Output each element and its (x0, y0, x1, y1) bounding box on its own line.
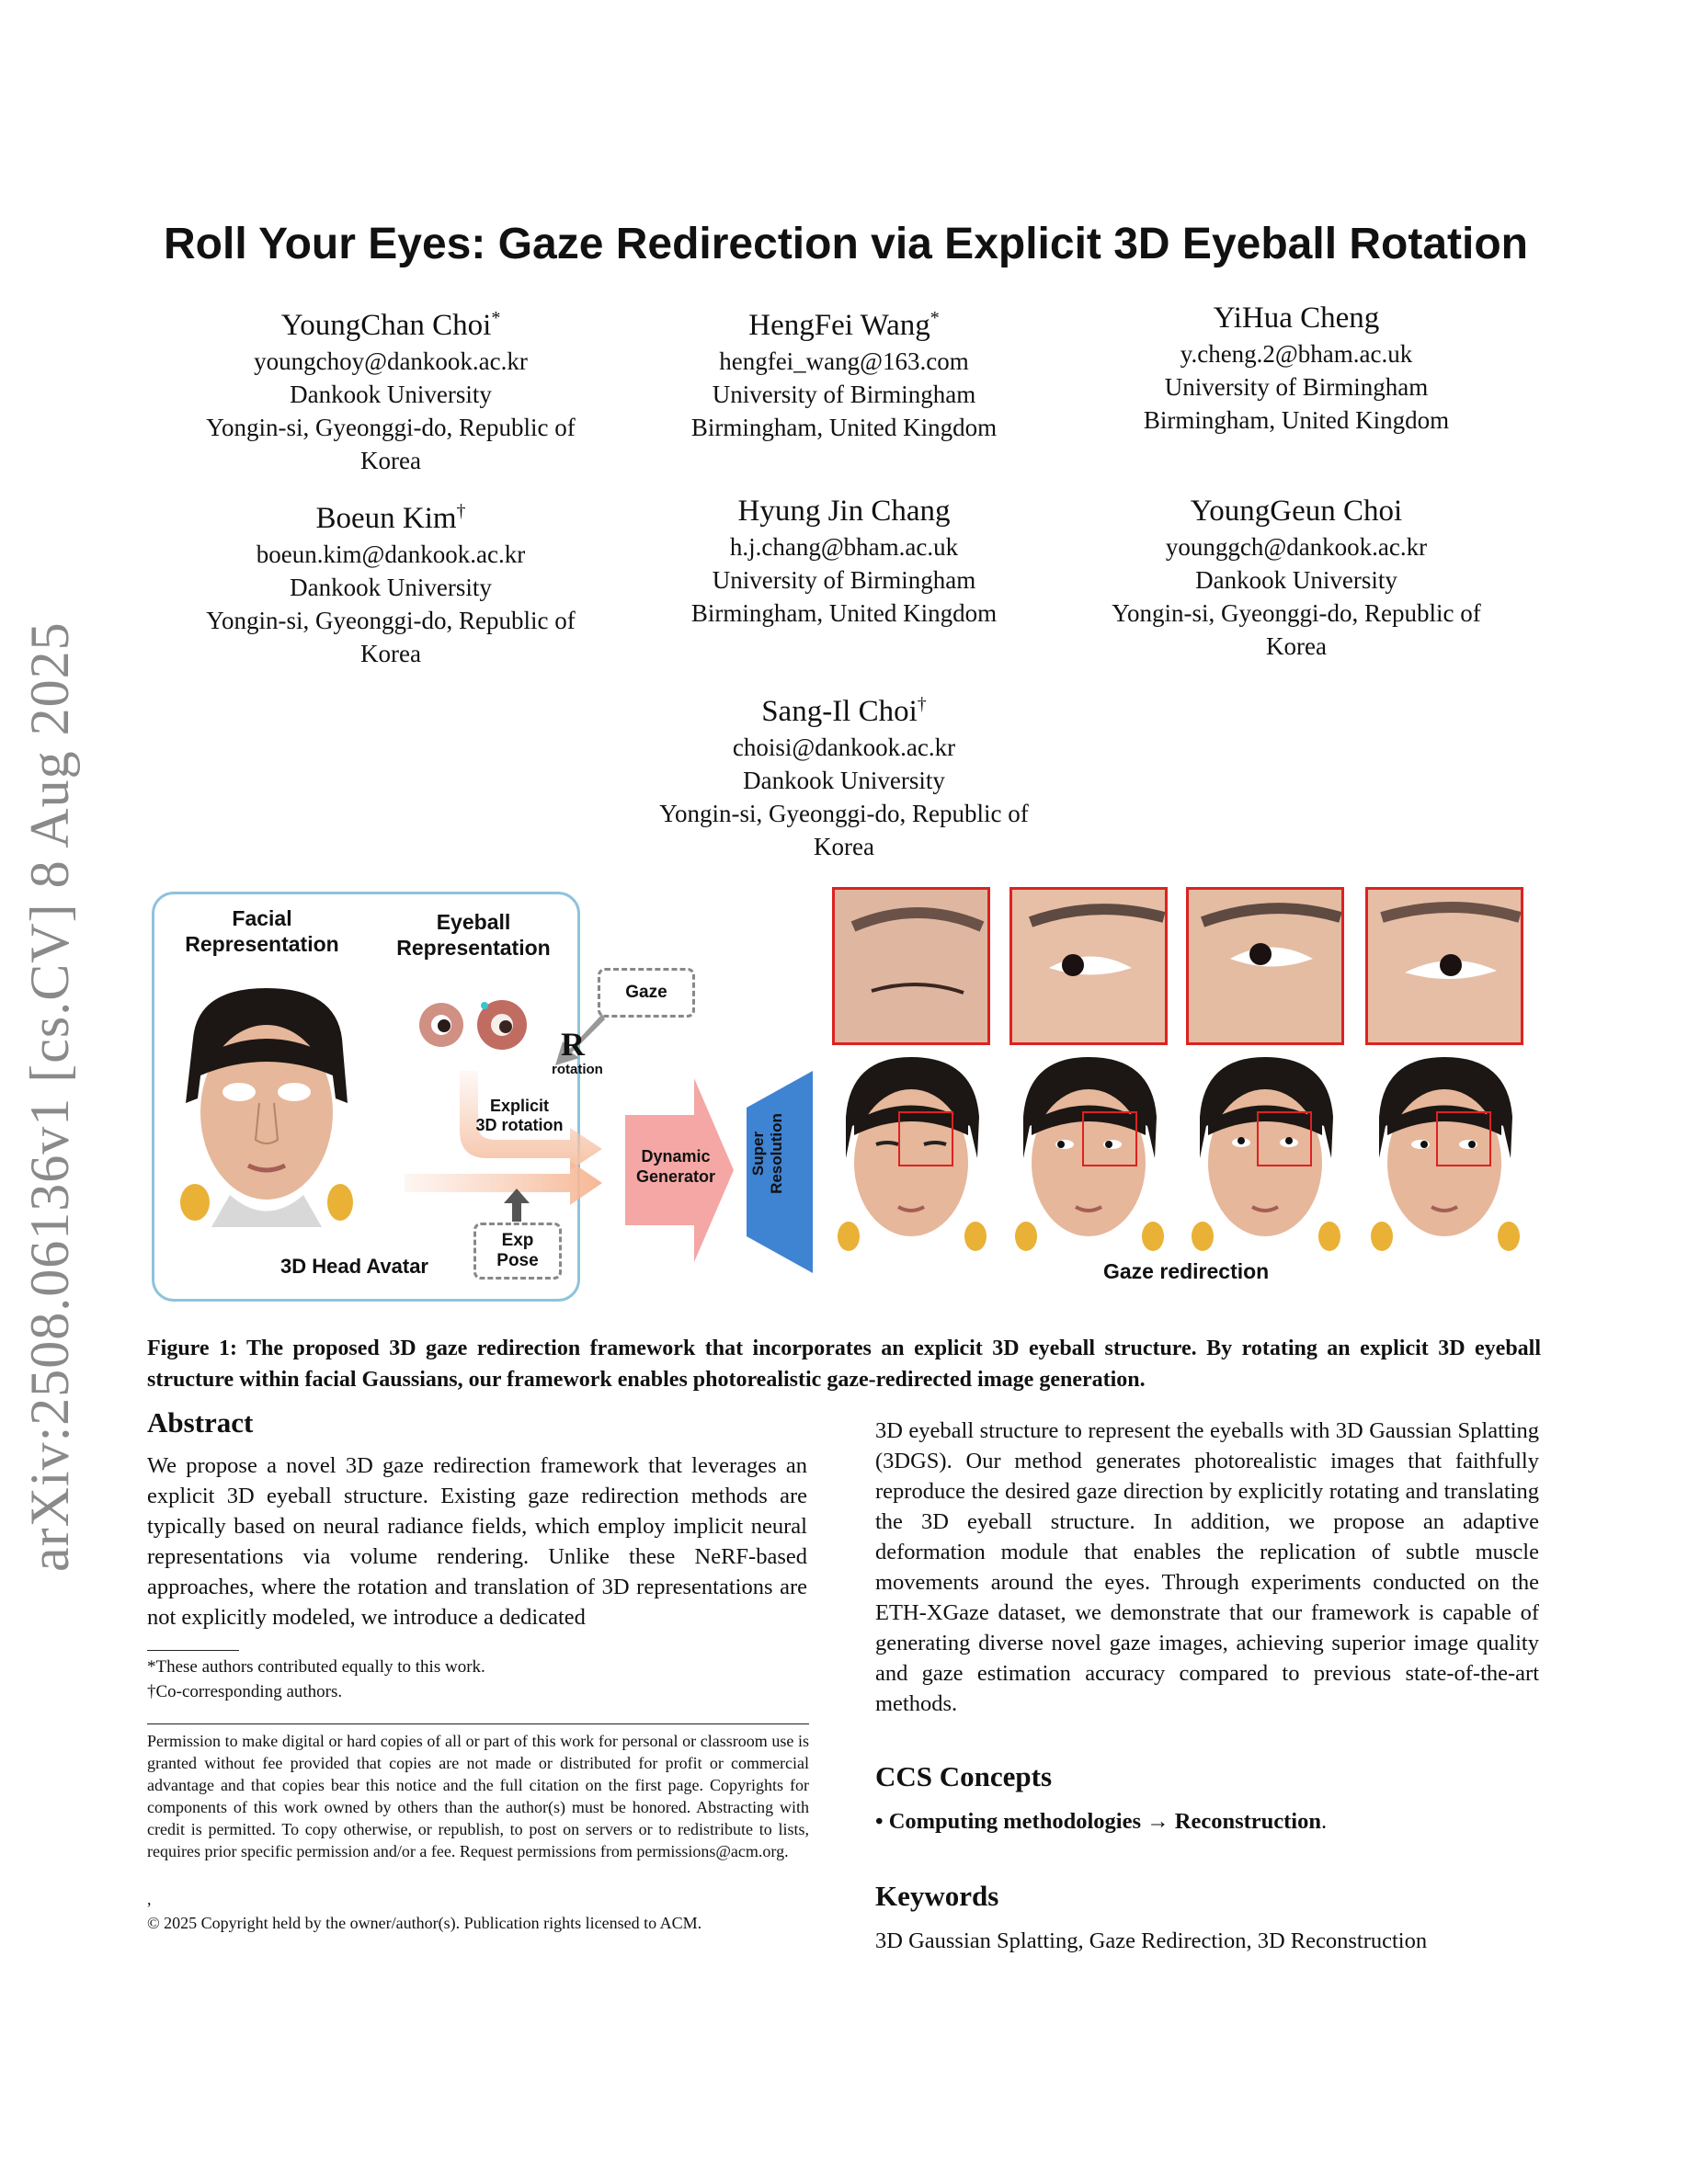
author-location: Yongin-si, Gyeonggi-do, Republic of (206, 414, 576, 441)
gaze-box-label: Gaze (625, 983, 667, 1002)
abstract-right: 3D eyeball structure to represent the eyeballs with 3D Gaussian Splatting (3DGS). Our method generates photorealistic images that faithfully reproduce the desired gaze direction by explicitly rotating and translating the 3D eyeball structure. In addition, we propose an adaptive deformation module that enables the replication of subtle muscle movements around the eyes. Through experiments conducted on the ETH-XGaze dataset, we demonstrate that our framework is capable of generating diverse novel gaze images, achieving superior image quality and gaze estimation accuracy compared to previous state-of-the-art methods. (875, 1418, 1539, 1716)
rotation-sub: rotation (552, 1062, 603, 1077)
author-mark: * (930, 308, 940, 328)
face-result-2 (1009, 1052, 1168, 1255)
author-location: Yongin-si, Gyeonggi-do, Republic of (659, 800, 1029, 827)
explicit-rotation-line: Explicit (489, 1097, 550, 1115)
author-email[interactable]: h.j.chang@bham.ac.uk (729, 533, 959, 561)
author-mark: † (917, 694, 927, 714)
paper-title: Roll Your Eyes: Gaze Redirection via Explicit 3D Eyeball Rotation (164, 220, 1528, 268)
ccs-end: . (1320, 1809, 1328, 1834)
eye-crop-1 (832, 887, 990, 1045)
eyeball-image (414, 993, 533, 1057)
gaze-box (598, 968, 695, 1018)
head-avatar-label: 3D Head Avatar (280, 1255, 428, 1278)
eyeball-label (382, 909, 565, 961)
author-location: Birmingham, United Kingdom (690, 414, 998, 441)
author-block (605, 299, 1083, 444)
facial-label (175, 905, 349, 957)
author-email[interactable]: boeun.kim@dankook.ac.kr (256, 540, 526, 568)
abstract-heading: Abstract (147, 1406, 254, 1439)
ccs-item[interactable]: Computing methodologies (888, 1809, 1141, 1834)
author-affiliation: Dankook University (290, 574, 492, 601)
facial-label-line: Representation (185, 932, 339, 956)
author-location: Korea (814, 833, 874, 860)
eye-crop-4 (1365, 887, 1523, 1045)
exp-pose-box (473, 1223, 562, 1280)
explicit-rotation-line: 3D rotation (475, 1116, 564, 1134)
author-block (605, 492, 1083, 630)
author-block (152, 492, 630, 670)
rotation-symbol: R (561, 1026, 585, 1063)
author-affiliation: University of Birmingham (712, 381, 976, 408)
eye-crop-2 (1009, 887, 1168, 1045)
up-arrow (504, 1189, 530, 1222)
author-name: HengFei Wang (748, 309, 930, 342)
ccs-arrow: → (1146, 1809, 1169, 1834)
author-mark: * (491, 308, 501, 328)
author-affiliation: University of Birmingham (712, 566, 976, 594)
ccs-bullet: • (875, 1809, 884, 1834)
author-name: YoungChan Choi (280, 309, 492, 342)
author-email[interactable]: choisi@dankook.ac.kr (732, 734, 956, 761)
author-location: Korea (360, 447, 421, 474)
author-affiliation: University of Birmingham (1164, 373, 1429, 401)
explicit-rotation-label (460, 1097, 579, 1135)
dynamic-generator-label (630, 1146, 722, 1187)
sr-line: Super (749, 1131, 767, 1177)
author-name: YiHua Cheng (1213, 301, 1380, 335)
author-location: Yongin-si, Gyeonggi-do, Republic of (1112, 599, 1481, 627)
author-mark: † (456, 501, 466, 521)
author-block (152, 299, 630, 477)
copyright-line: © 2025 Copyright held by the owner/author(s). Publication rights licensed to ACM. (147, 1914, 702, 1932)
comma-line: , (147, 1890, 152, 1908)
author-email[interactable]: younggch@dankook.ac.kr (1165, 533, 1428, 561)
author-affiliation: Dankook University (290, 381, 492, 408)
keywords-heading: Keywords (875, 1880, 999, 1912)
keywords-list: 3D Gaussian Splatting, Gaze Redirection, 3D Reconstruction (875, 1928, 1428, 1953)
super-resolution-label (749, 1062, 786, 1246)
author-name: Boeun Kim (315, 502, 457, 535)
abstract-left: We propose a novel 3D gaze redirection framework that leverages an explicit 3D eyeball structure. Existing gaze redirection methods are typically based on neural radiance fields, which employ implicit neural representations via volume rendering. Unlike these NeRF-based approaches, where the rotation and translation of 3D representations are not explicitly modeled, we introduce a dedicated (147, 1453, 807, 1630)
author-location: Birmingham, United Kingdom (690, 599, 998, 627)
arxiv-stamp: arXiv:2508.06136v1 [cs.CV] 8 Aug 2025 (19, 621, 80, 1572)
author-affiliation: Dankook University (1195, 566, 1397, 594)
facial-label-line: Facial (232, 906, 292, 930)
exp-pose-line: Exp (501, 1231, 534, 1250)
author-location: Yongin-si, Gyeonggi-do, Republic of (206, 607, 576, 634)
face-result-1 (832, 1052, 990, 1255)
generator-line: Dynamic (641, 1147, 711, 1166)
author-block (605, 685, 1083, 863)
face-result-3 (1186, 1052, 1344, 1255)
footnote-rule (147, 1650, 239, 1651)
author-location: Korea (360, 640, 421, 667)
figure-caption: Figure 1: The proposed 3D gaze redirection framework that incorporates an explicit 3D eyeball structure. By rotating an explicit 3D eyeball structure within facial Gaussians, our framework enables photorealistic gaze-redirected image generation. (147, 1337, 1541, 1392)
permission-notice: Permission to make digital or hard copies of all or part of this work for personal or classroom use is granted without fee provided that copies are not made or distributed for profit or commercial advantage and that copies bear this notice and the full citation on the first page. Copyrights for components of this work owned by others than the author(s) must be honored. Abstracting with credit is permitted. To copy otherwise, or republish, to post on servers or to redistribute to lists, requires prior specific permission and/or a fee. Request permissions from permissions@acm.org. (147, 1732, 809, 1860)
footnote-equal: *These authors contributed equally to this work. (147, 1657, 485, 1677)
author-email[interactable]: hengfei_wang@163.com (719, 347, 969, 375)
author-name: Sang-Il Choi (761, 695, 918, 728)
gaze-redirection-label: Gaze redirection (1103, 1259, 1270, 1283)
eye-crop-3 (1186, 887, 1344, 1045)
generator-line: Generator (635, 1167, 716, 1186)
author-name: Hyung Jin Chang (737, 495, 951, 528)
author-location: Birmingham, United Kingdom (1143, 406, 1450, 434)
author-block (1057, 299, 1535, 437)
author-email[interactable]: youngchoy@dankook.ac.kr (254, 347, 528, 375)
sr-line: Resolution (768, 1113, 785, 1194)
ccs-leaf[interactable]: Reconstruction (1174, 1809, 1321, 1834)
ccs-heading: CCS Concepts (875, 1760, 1053, 1792)
author-email[interactable]: y.cheng.2@bham.ac.uk (1180, 340, 1413, 368)
face-result-4 (1365, 1052, 1523, 1255)
footnote-corresponding: †Co-corresponding authors. (147, 1682, 343, 1701)
ccs-concepts (875, 1806, 1539, 1837)
exp-pose-line: Pose (496, 1251, 539, 1270)
eyeball-label-line: Representation (396, 936, 551, 960)
author-location: Korea (1266, 632, 1327, 660)
head-avatar-image (175, 984, 359, 1227)
author-name: YoungGeun Choi (1190, 495, 1403, 528)
permission-rule (147, 1723, 809, 1724)
author-block (1057, 492, 1535, 663)
figure-1 (147, 887, 1545, 1301)
eyeball-label-line: Eyeball (436, 910, 511, 934)
author-affiliation: Dankook University (743, 767, 945, 794)
